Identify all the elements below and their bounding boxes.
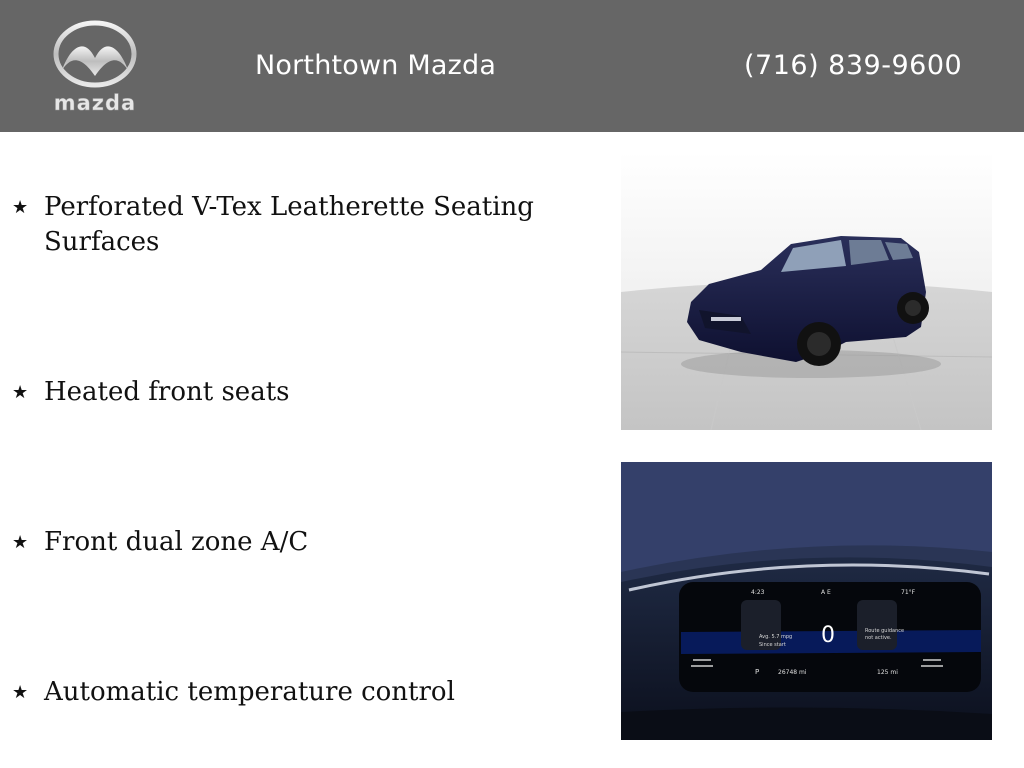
cluster-nav-2: not active. <box>865 635 892 641</box>
header-bar <box>0 0 1024 132</box>
star-icon: ★ <box>12 682 29 703</box>
mazda-logo <box>40 18 150 118</box>
cluster-range: 125 mi <box>877 669 898 676</box>
cluster-avg: Avg. 5.7 mpg <box>759 634 793 640</box>
star-icon: ★ <box>12 532 29 553</box>
cluster-clock: 4:23 <box>751 589 765 596</box>
svg-text:mazda: mazda <box>53 91 137 115</box>
cluster-gear: P <box>755 668 760 676</box>
feature-item <box>12 675 572 710</box>
dealer-name: Northtown Mazda <box>255 50 497 81</box>
cluster-compass: A E <box>821 589 831 596</box>
cluster-odometer: 26748 mi <box>778 669 807 676</box>
star-icon: ★ <box>12 197 29 218</box>
feature-text: Perforated V-Tex Leatherette Seating Surfaces <box>44 192 534 257</box>
star-icon: ★ <box>12 382 29 403</box>
feature-item <box>12 190 572 260</box>
vehicle-photo <box>621 152 992 430</box>
feature-text: Automatic temperature control <box>44 677 455 707</box>
cluster-photo <box>621 462 992 740</box>
dealer-phone[interactable]: (716) 839-9600 <box>744 50 963 81</box>
feature-item <box>12 525 572 560</box>
cluster-temp: 71°F <box>901 589 916 596</box>
feature-item <box>12 375 572 410</box>
cluster-nav-1: Route guidance <box>865 628 905 634</box>
feature-text: Front dual zone A/C <box>44 527 309 557</box>
cluster-speed: 0 <box>821 623 835 648</box>
feature-text: Heated front seats <box>44 377 290 407</box>
cluster-avg-sub: Since start <box>759 642 786 648</box>
